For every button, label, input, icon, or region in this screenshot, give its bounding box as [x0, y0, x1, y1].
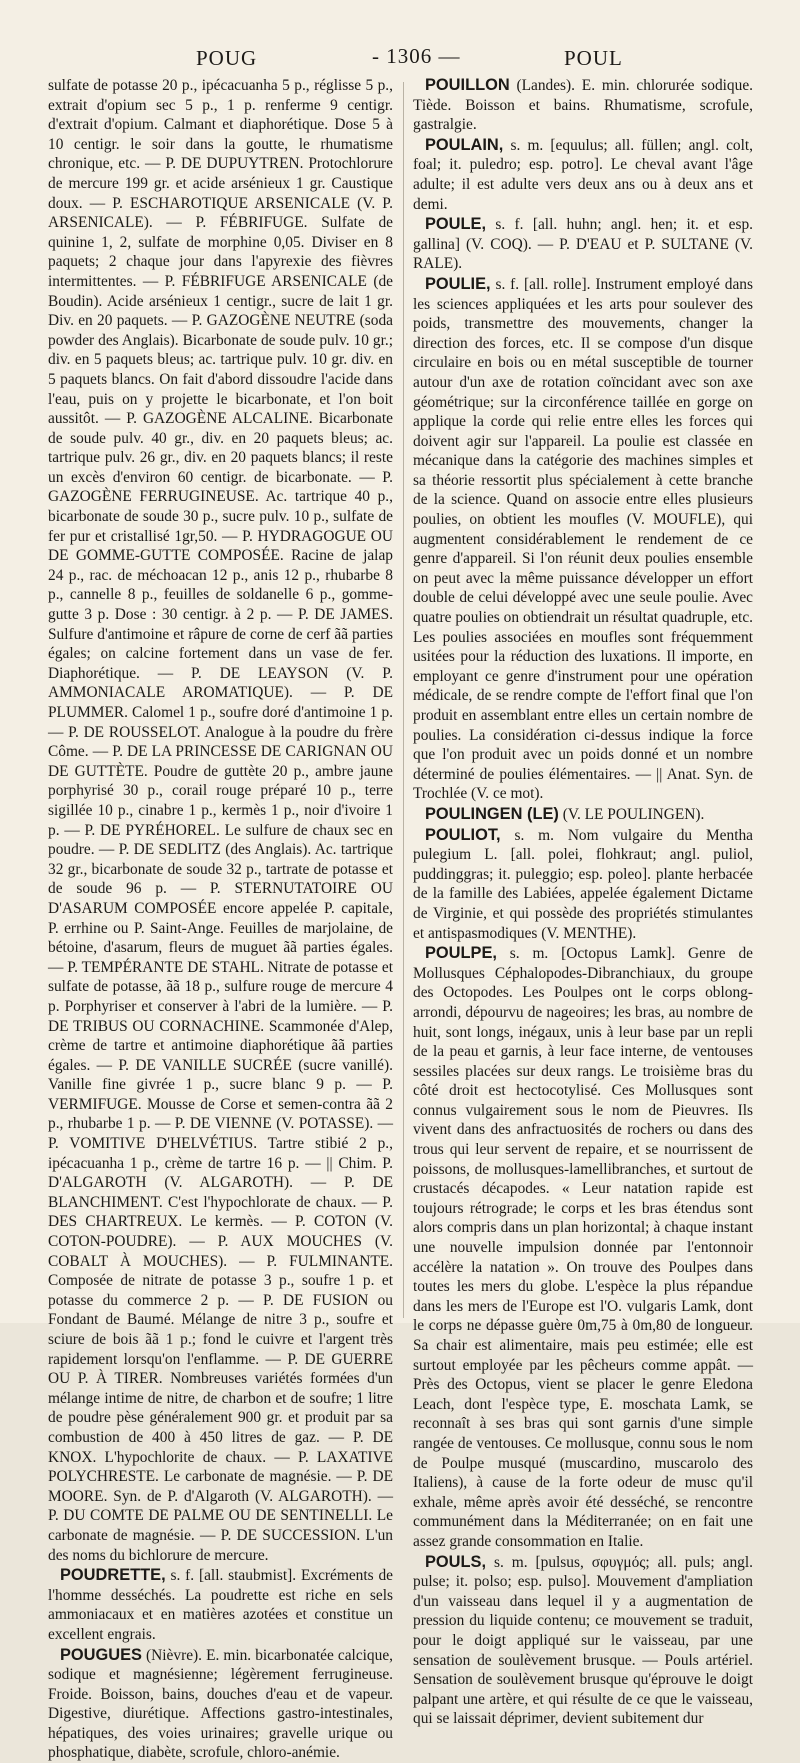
entry-body: (V. LE POULINGEN).: [559, 806, 704, 823]
headword: POULAIN,: [425, 136, 503, 154]
entry-poulpe: [413, 944, 753, 1551]
entry-poudrette: [48, 1566, 393, 1644]
entry-pouls: [413, 1553, 753, 1729]
entry-poulie: [413, 275, 753, 804]
entry-body: s. m. [pulsus, σφυγμός; all. puls; angl. pulse; it. polso; esp. pulso]. Mouvement d'ampliation d'un vaisseau dans lequel il y a augmentation de pression du liquide contenu; ce mouvement se traduit, pour le doigt appliqué sur le vaisseau, par une sensation de soulèvement brusque. — Pouls artériel. Sensation de soulèvement brusque qu'éprouve le doigt palpant une artère, et qui résulte de ce que le vaisseau, qui se laissait déprimer, devient subitement dur: [413, 1554, 753, 1728]
right-column: [413, 76, 753, 1316]
headword: POULIOT,: [425, 826, 501, 844]
entry-poulain: [413, 136, 753, 214]
entry-poule: [413, 215, 753, 274]
entry-body: (Landes). E. min. chlorurée sodique. Tiède. Boisson et bains. Rhumatisme, scrofule, gastralgie.: [413, 77, 753, 133]
headword: POUGUES: [60, 1646, 142, 1664]
entry-body: s. f. [all. huhn; angl. hen; it. et esp. gallina] (V. COQ). — P. D'EAU et P. SULTANE (V. RALE).: [413, 216, 753, 272]
left-column: [48, 76, 393, 1316]
entry-body: s. m. [Octopus Lamk]. Genre de Mollusques Céphalopodes-Dibranchiaux, du groupe des Octopodes. Les Poulpes ont le corps oblong-arrondi, dépourvu de nageoires; les bras, au nombre de huit, sont longs, inégaux, unis à leur base par un repli de la peau et garnis, à leur face interne, de ventouses sessiles placées sur deux rangs. Le troisième bras du côté droit est hectocotylisé. Ces Mollusques sont connus vulgairement sous le nom de Pieuvres. Ils vivent dans des anfractuosités de rochers ou dans des trous qui leur servent de repaire, et se nourrissent de poissons, de mollusques-lamellibranches, et surtout de crustacés décapodes. « Leur natation rapide est toujours rétrograde; le corps et les bras étendus sont alors compris dans un plan horizontal; à chaque instant une nouvelle impulsion donnée par l'entonnoir accélère la natation ». On trouve des Poulpes dans toutes les mers du globe. L'espèce la plus répandue dans les mers de l'Europe est l'O. vulgaris Lamk, dont le corps ne dépasse guère 0m,75 à 0m,80 de longueur. Sa chair est alimentaire, mais peu estimée; elle est surtout employée par les pêcheurs comme appât. — Près des Octopus, vient se placer le genre Eledona Leach, dont l'espèce type, E. moschata Lamk, se reconnaît à ses bras qui sont garnis d'une simple rangée de ventouses. Ce mollusque, connu sous le nom de Poulpe musqué (muscardino, muscarolo des Italiens), à cause de la forte odeur de musc qu'il exhale, même après avoir été desséché, se rencontre communément dans la Méditerranée; on en fait une assez grande consommation en Italie.: [413, 945, 753, 1550]
entry-poulingen: [413, 805, 753, 825]
page-number: - 1306 —: [372, 44, 461, 69]
column-divider: [403, 82, 404, 1318]
right-running-head: POUL: [564, 46, 623, 71]
headword: POULIE,: [425, 275, 491, 293]
entry-body: (Nièvre). E. min. bicarbonatée calcique, sodique et magnésienne; légèrement ferrugineuse. Froide. Boisson, bains, douches d'eau et de vapeur. Digestive, diurétique. Affections gastro-intestinales, hépatiques, des voies urinaires; gravelle urique ou phosphatique, diabète, scrofule, chloro-anémie.: [48, 1647, 393, 1762]
left-running-head: POUG: [196, 46, 257, 71]
headword: POULPE,: [425, 944, 497, 962]
entry-pougues: [48, 1646, 393, 1763]
headword: POUILLON: [425, 76, 510, 94]
headword: POULE,: [425, 215, 486, 233]
page-header: [0, 38, 800, 68]
entry-pouillon: [413, 76, 753, 135]
entry-body: s. f. [all. staubmist]. Excréments de l'homme desséchés. La poudrette est riche en sels ammoniacaux et en matières azotées et constitue un excellent engrais.: [48, 1567, 393, 1643]
entry-body: s. m. [equulus; all. füllen; angl. colt, foal; it. puledro; esp. potro]. Le cheval avant l'âge adulte; il est adulte vers deux ans ou à deux ans et demi.: [413, 137, 753, 213]
entry-body: s. f. [all. rolle]. Instrument employé dans les sciences appliquées et les arts pour soulever des poids, transmettre des mouvements, changer la direction des forces, etc. Il se compose d'un disque circulaire en bois ou en métal susceptible de tourner autour d'un axe de rotation coïncidant avec son axe géométrique; sur la circonférence taillée en gorge on applique la corde qui relie entre elles les forces qui doivent agir sur l'appareil. La poulie est classée en mécanique dans la catégorie des machines simples et sa théorie ressortit plus spécialement à cette branche de la science. Quand on associe entre elles plusieurs poulies, on obtient les moufles (V. MOUFLE), qui augmentent considérablement le rendement de ce genre d'appareil. Si l'on réunit deux poulies ensemble on peut avec la même puissance développer un effort double de celui développé avec une seule poulie. Avec quatre poulies on obtiendrait un résultat quadruple, etc. Les poulies associées en moufles sont fréquemment usitées pour la réduction des luxations. Il importe, en employant ce genre d'instrument pour une opération médicale, de se rendre compte de l'effort final que l'on produit en assemblant entre elles un certain nombre de poulies. La considération ci-dessus indique la force que l'on produit avec un poids donné et un nombre déterminé de poulies élémentaires. — || Anat. Syn. de Trochlée (V. ce mot).: [413, 276, 753, 802]
continued-entry-text: sulfate de potasse 20 p., ipécacuanha 5 p., réglisse 5 p., extrait d'opium sec 5 p., 1 p. renferme 9 centigr. d'extrait d'opium. Calmant et diaphorétique. Dose 5 à 10 centigr. le soir dans la goutte, le rhumatisme chronique, etc. — P. DE DUPUYTREN. Protochlorure de mercure 199 gr. et acide arsénieux 1 gr. Caustique doux. — P. ESCHAROTIQUE ARSENICALE (V. P. ARSENICALE). — P. FÉBRIFUGE. Sulfate de quinine 1, 2, sulfate de morphine 0,05. Diviser en 8 paquets; 2 chaque jour dans l'apyrexie des fièvres intermittentes. — P. FÉBRIFUGE ARSENICALE (de Boudin). Acide arsénieux 1 centigr., sucre de lait 1 gr. Div. en 20 paquets. — P. GAZOGÈNE NEUTRE (soda powder des Anglais). Bicarbonate de soude pulv. 10 gr.; div. en 5 paquets bleus; ac. tartrique pulv. 10 gr. div. en 5 paquets blancs. On fait d'abord dissoudre l'acide dans l'eau, puis on y projette le bicarbonate, et l'on boit aussitôt. — P. GAZOGÈNE ALCALINE. Bicarbonate de soude pulv. 40 gr., div. en 20 paquets bleus; ac. tartrique pulv. 26 gr., div. en 20 paquets blancs; il reste un excès d'environ 60 centigr. de bicarbonate. — P. GAZOGÈNE FERRUGINEUSE. Ac. tartrique 40 p., bicarbonate de soude 30 p., sucre pulv. 10 p., sulfate de fer pur et cristallisé 1gr,50. — P. HYDRAGOGUE OU DE GOMME-GUTTE COMPOSÉE. Racine de jalap 24 p., rac. de méchoacan 12 p., anis 12 p., rhubarbe 8 p., cannelle 8 p., feuilles de soldanelle 6 p., gomme-gutte 3 p. Dose : 30 centigr. à 2 p. — P. DE JAMES. Sulfure d'antimoine et râpure de corne de cerf ãã parties égales; on calcine fortement dans un vase de fer. Diaphorétique. — P. DE LEAYSON (V. P. AMMONIACALE AROMATIQUE). — P. DE PLUMMER. Calomel 1 p., soufre doré d'antimoine 1 p. — P. DE ROUSSELOT. Analogue à la poudre du frère Côme. — P. DE LA PRINCESSE DE CARIGNAN OU DE GUTTÈTE. Poudre de guttète 20 p., ambre jaune porphyrisé 30 p., corail rouge préparé 10 p., terre sigillée 10 p., cinabre 1 p., kermès 1 p., noir d'ivoire 1 p. — P. DE PYRÉHOREL. Le sulfure de chaux sec en poudre. — P. DE SEDLITZ (des Anglais). Ac. tartrique 32 gr., bicarbonate de soude 32 p., tartrate de potasse et de soude 96 p. — P. STERNUTATOIRE OU D'ASARUM COMPOSÉE encore appelée P. capitale, P. errhine ou P. Saint-Ange. Feuilles de marjolaine, de bétoine, d'asarum, fleurs de muguet ãã parties égales. — P. TEMPÉRANTE DE STAHL. Nitrate de potasse et sulfate de potasse, ãã 18 p., sulfure rouge de mercure 4 p. Porphyriser et conserver à l'abri de la lumière. — P. DE TRIBUS OU CORNACHINE. Scammonée d'Alep, crème de tartre et antimoine diaphorétique ãã parties égales. — P. DE VANILLE SUCRÉE (sucre vanillé). Vanille fine givrée 1 p., sucre blanc 9 p. — P. VERMIFUGE. Mousse de Corse et semen-contra ãã 2 p., rhubarbe 1 p. — P. DE VIENNE (V. POTASSE). — P. VOMITIVE D'HELVÉTIUS. Tartre stibié 2 p., ipécacuanha 1 p., crème de tartre 16 p. — || Chim. P. D'ALGAROTH (V. ALGAROTH). — P. DE BLANCHIMENT. C'est l'hypochlorate de chaux. — P. DES CHARTREUX. Le kermès. — P. COTON (V. COTON-POUDRE). — P. AUX MOUCHES (V. COBALT À MOUCHES). — P. FULMINANTE. Composée de nitrate de potasse 3 p., soufre 1 p. et potasse du commerce 2 p. — P. DE FUSION ou Fondant de Baumé. Mélange de nitre 3 p., soufre et sciure de bois ãã 1 p.; fond le cuivre et l'argent très rapidement lorsqu'on l'enflamme. — P. DE GUERRE OU P. À TIRER. Nombreuses variétés formées d'un mélange intime de nitre, de charbon et de soufre; 1 litre de poudre pèse généralement 900 gr. et produit par sa combustion de 400 à 450 litres de gaz. — P. DE KNOX. L'hypochlorite de chaux. — P. LAXATIVE POLYCHRESTE. Le carbonate de magnésie. — P. DE MOORE. Syn. de P. d'Algaroth (V. ALGAROTH). — P. DU COMTE DE PALME OU DE SENTINELLI. Le carbonate de magnésie. — P. DE SUCCESSION. L'un des noms du bichlorure de mercure.: [48, 76, 393, 1565]
headword: POULINGEN (LE): [425, 805, 559, 823]
headword: POULS,: [425, 1553, 486, 1571]
headword: POUDRETTE,: [60, 1566, 166, 1584]
entry-body: s. m. Nom vulgaire du Mentha pulegium L. [all. polei, flohkraut; angl. puliol, puddinggras; it. puleggio; esp. poleo]. plante herbacée de la famille des Labiées, appelée également Dictame de Virginie, et qui possède des propriétés stimulantes et antispasmodiques (V. MENTHE).: [413, 827, 753, 942]
entry-pouliot: [413, 826, 753, 944]
